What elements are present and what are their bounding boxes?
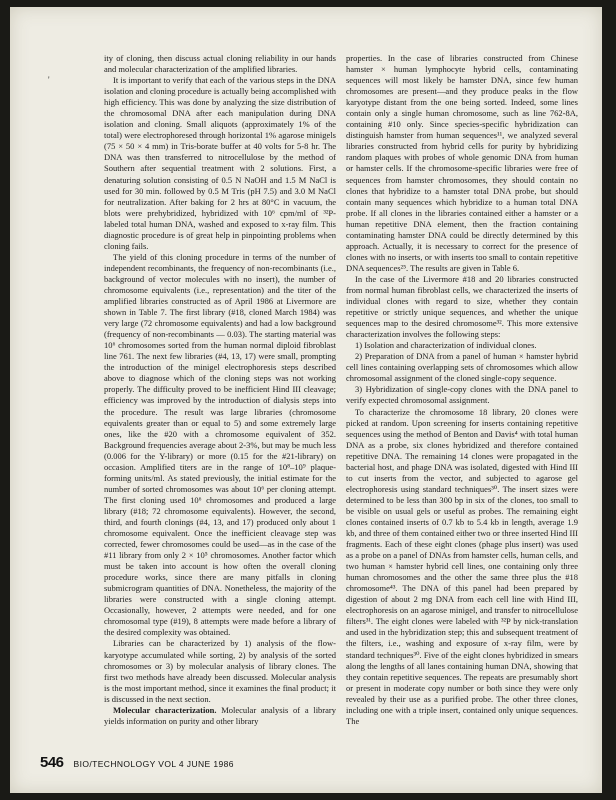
paragraph: ity of cloning, then discuss actual cloning reliability in our hands and molecular characterization of the amplified libraries.: [104, 53, 336, 75]
paragraph: In the case of the Livermore #18 and 20 libraries constructed from normal human fibroblast cells, we characterized the inserts of individual clones with regard to size, whether they contain repetitive or strictly unique sequences, and whether the unique sequences map to the desired chromosome³². This more extensive characterization involves the following steps:: [346, 273, 578, 340]
right-text-column: [346, 53, 578, 751]
paragraph-text: Molecular analysis of a library yields information on purity and other library: [104, 704, 336, 726]
list-item: 2) Preparation of DNA from a panel of human × hamster hybrid cell lines containing overlapping sets of chromosomes which allow chromosomal assignment of the cloned single-copy sequence.: [346, 351, 578, 384]
list-item: 3) Hybridization of single-copy clones with the DNA panel to verify expected chromosomal assignment.: [346, 384, 578, 406]
left-text-column: [104, 53, 336, 751]
journal-citation: BIO/TECHNOLOGY VOL 4 JUNE 1986: [73, 759, 234, 769]
list-item: 1) Isolation and characterization of individual clones.: [355, 340, 537, 351]
page-footer: [40, 754, 234, 774]
paragraph: It is important to verify that each of the various steps in the DNA isolation and cloning procedure is actually being accomplished with high efficiency. This was done by analyzing the size distribution of the chromosomal DNA after each manipulation during DNA isolation and cloning. Small aliquots (approximately 1% of the total) were electrophoresed through horizontal 1% agarose minigels (75 × 50 × 4 mm) in Tris-borate buffer at 40 volts for 5-8 hr. The DNA was then transferred to nitrocellulose by the method of Southern after sequential treatment with 2 solutions. First, a denaturing solution consisting of 0.5 N NaOH and 1.5 M NaCl is used for 30 min. followed by 0.5 M Tris (pH 7.5) and 3.0 M NaCl for neutralization. After baking for 2 hrs at 80°C in vacuum, the blots were prehybridized, hybridized with 10⁶ cpm/ml of ³²P-labeled total human DNA, washed and exposed to x-ray film. This diagnostic procedure is of great help in pinpointing problems when cloning fails.: [104, 75, 336, 251]
section-heading: Molecular characterization.: [113, 704, 217, 715]
paragraph: The yield of this cloning procedure in terms of the number of independent recombinants, the frequency of non-recombinants (i.e., background of vector molecules with no insert), the number of chromosome equivalents (i.e., representation) and the titer of the amplified libraries constructed as of April 1986 at Livermore are shown in Table 7. The first library (#18, cloned March 1984) was very large (72 chromosome equivalents) and had a low background (frequency of non-recombinants — 0.03). The starting material was 10⁶ chromosomes sorted from the human normal diploid fibroblast line 761. The next few libraries (#4, 13, 17) were small, prompting the introduction of the minigel electrophoresis steps described above to diagnose which of the cloning steps was not working properly. The difficulty proved to be inefficient Hind III cleavage; efficiency was improved by the introduction of dialysis steps into the procedure. The result was large libraries (chromosome equivalents greater than or equal to 5) and some extremely large ones, like the #20 with a chromosome equivalent of 352. Background frequencies average about 2-3%, but may be much less (0.006 for the Y-library) or more (0.15 for the #21-library) on occasion. Amplified titers are in the range of 10⁸–10⁹ plaque-forming units/ml. As stated previously, the initial estimate for the number of sorted chromosomes was about 10⁶ per cloning attempt. The first cloning used 10⁶ chromosomes and produced a large library (#18; 72 chromosome equivalents). However, the second, third, and fourth clonings (#4, 13, and 17) produced only about 1 chromosome equivalent. Once the inefficient cleavage step was corrected, fewer chromosomes could be used—as in the case of the #11 library from only 2 × 10⁵ chromosomes. Another factor which must be taken into account is how often the overall cloning procedure works, since there are many pitfalls in cloning submicrogram quantities of DNA. Nonetheless, the majority of the libraries were constructed with a single cloning attempt. Occasionally, however, 2 attempts were needed, and for one chromosomal type (#19), 8 attempts were made before a library of the desired complexity was obtained.: [104, 251, 336, 638]
paragraph: properties. In the case of libraries constructed from Chinese hamster × human lymphocyte hybrid cells, contaminating sequences will most likely be hamster DNA, since few human chromosomes are present—and they produce peaks in the flow karyotype distant from the one being sorted. Indeed, some lines contain only a single human chromosome, such as line 762-8A, containing #10 only. Since species-specific hybridization can distinguish hamster from human sequences¹¹, we analyzed several libraries constructed from hybrid cells for purity by hybridizing random plaques with probes of whole genomic DNA from human or hamster cells. If the chromosome-specific libraries were free of sequences from hamster chromosomes, they should contain no clones that hybridize to a hamster total DNA probe, but should contain many sequences which hybridize to a human total DNA probe. If all clones in the libraries contained either a hamster or a human repetitive DNA element, then the fraction containing contaminating hamster DNA could be directly determined by this approach. Actually, it is necessary to correct for the presence of clones with no inserts, or with inserts too small to contain repetitive DNA sequences²⁵. The results are given in Table 6.: [346, 53, 578, 273]
paragraph: [104, 705, 336, 727]
margin-mark: ': [48, 75, 50, 85]
paragraph: Libraries can be characterized by 1) analysis of the flow-karyotype accumulated while sorting, 2) by analysis of the sorted chromosomes or 3) by molecular analysis of library clones. The first two methods have already been discussed. Molecular analysis is the most important method, since it examines the final product; it is discussed in the next section.: [104, 638, 336, 704]
document-page: [10, 7, 602, 793]
paragraph: To characterize the chromosome 18 library, 20 clones were picked at random. Upon screening for inserts containing repetitive sequences using the method of Benton and Davis⁴ with total human DNA as a probe, six clones hybridized and therefore contained repetitive DNA. The remaining 14 clones were propagated in the bacterial host, and phage DNA was isolated, digested with Hind III to cut inserts from the vector, and subjected to agarose gel electrophoresis using standard techniques³⁰. The insert sizes were determined to be less than 300 bp in six of the clones, too small to be visible on usual gels or useful as probes. The remaining eight clones contained inserts of 0.7 kb to 5.4 kb in length, average 1.9 kb, and three of them contained either two or three inserted Hind III fragments. Each of these eight clones (phage plus insert) was used as a probe on a panel of DNAs from hamster cells, human cells, and two human × hamster hybrid cell lines, one containing only three human chromosomes and the other the same three plus the #18 chromosome⁴³. The DNA of this panel had been prepared by digestion of about 2 mg DNA from each cell line with Hind III, electrophoresis on an agarose minigel, and transfer to nitrocellulose filters³¹. The eight clones were labeled with ³²P by nick-translation and used in the hybridization step; this and subsequent treatment of the filters, i.e., washing and exposure of x-ray film, were by standard techniques³⁰. Five of the eight clones hybridized in smears along the lengths of all lanes containing human DNA, showing that they contain repetitive sequences. The repeats are presumably short or present in moderate copy number or both since they were only revealed by their use as a purified probe. The other three clones, including one with a triple insert, contained only unique sequences. The: [346, 406, 578, 726]
page-number: 546: [40, 754, 64, 771]
